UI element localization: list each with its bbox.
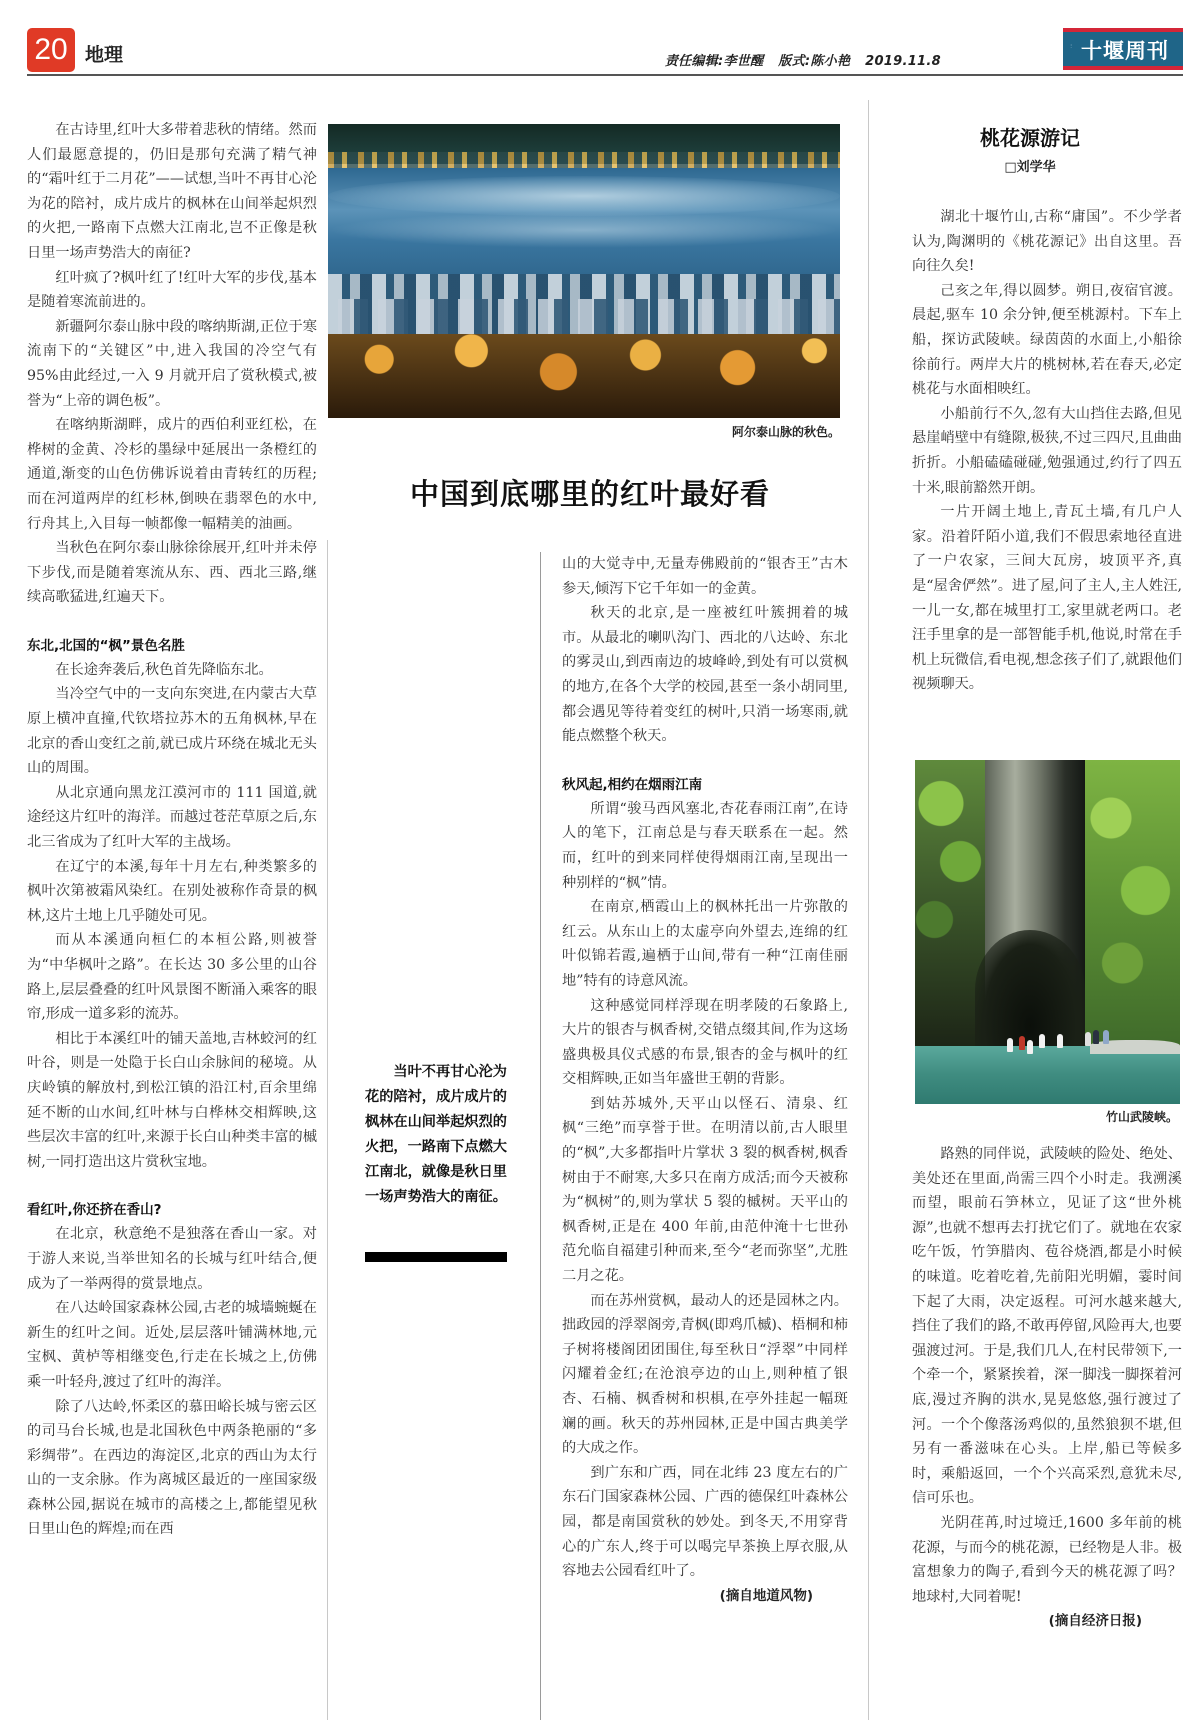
photo-caption-wuling: 竹山武陵峡。 xyxy=(1105,1110,1178,1124)
paragraph: 小船前行不久,忽有大山挡住去路,但见悬崖峭壁中有缝隙,极狭,不过三四尺,且曲曲折折。小船磕磕碰碰,勉强通过,约行了四五十米,眼前豁然开朗。 xyxy=(912,405,1182,496)
paragraph: 而在苏州赏枫，最动人的还是园林之内。拙政园的浮翠阁旁,青枫(即鸡爪槭)、梧桐和柿子树将楼阁团团围住,每至秋日“浮翠”中同样闪耀着金红;在沧浪亭边的山上,则种植了银杏、石楠、枫香树和枳椇,在亭外挂起一幅斑斓的画。秋天的苏州园林,正是中国古典美学的大成之作。 xyxy=(562,1292,848,1457)
paragraph: 而从本溪通向桓仁的本桓公路,则被誉为“中华枫叶之路”。在长达 30 多公里的山谷路上,层层叠叠的红叶风景图不断涌入乘客的眼帘,形成一道多彩的流苏。 xyxy=(27,932,317,1023)
masthead-title: 十堰周刊 xyxy=(1081,38,1169,63)
photo-caption-altai: 阿尔泰山脉的秋色。 xyxy=(731,425,840,439)
altai-autumn-photo xyxy=(328,124,840,418)
column-divider xyxy=(868,100,869,1720)
paragraph: 己亥之年,得以圆梦。朔日,夜宿官渡。晨起,驱车 10 余分钟,便至桃源村。下车上船，探访武陵峡。绿茵茵的水面上,小船徐徐前行。两岸大片的桃树林,若在春天,必定桃花与水面相映红。 xyxy=(912,282,1182,398)
subheading-northeast: 东北,北国的“枫”景色名胜 xyxy=(27,637,185,654)
article1-column2 xyxy=(562,552,848,1608)
article-source: (摘自地道风物) xyxy=(719,1587,813,1604)
paragraph: 路熟的同伴说，武陵峡的险处、绝处、美处还在里面,尚需三四个小时走。我溯溪而望，眼前石笋林立，见证了这“世外桃源”,也就不想再去打扰它们了。就地在农家吃午饭，竹笋腊肉、苞谷烧酒,都是小时候的味道。吃着吃着,先前阳光明媚，霎时间下起了大雨，决定返程。可河水越来越大,挡住了我们的路,不敢再停留,风险再大,也要强渡过河。于是,我们几人,在村民带领下,一个牵一个，紧紧挨着，深一脚浅一脚探着河底,漫过齐胸的洪水,晃晃悠悠,强行渡过了河。一个个像落汤鸡似的,虽然狼狈不堪,但另有一番滋味在心头。上岸,船已等候多时，乘船返回，一个个兴高采烈,意犹未尽,信可乐也。 xyxy=(912,1146,1182,1507)
wuling-gorge-photo xyxy=(915,760,1180,1104)
paragraph: 在八达岭国家森林公园,古老的城墙蜿蜒在新生的红叶之间。近处,层层落叶铺满林地,元宝枫、黄栌等相继变色,行走在长城之上,仿佛乘一叶轻舟,渡过了红叶的海洋。 xyxy=(27,1300,317,1390)
header-rule xyxy=(27,74,1183,76)
paragraph: 除了八达岭,怀柔区的慕田峪长城与密云区的司马台长城,也是北国秋色中两条艳丽的“多彩绸带”。在西边的海淀区,北京的西山为太行山的一支余脉。作为离城区最近的一座国家级森林公园,据说在城市的高楼之上,都能望见秋日里山色的辉煌;而在西 xyxy=(27,1398,317,1538)
article-headline: 中国到底哪里的红叶最好看 xyxy=(409,477,770,511)
paragraph: 山的大觉寺中,无量寿佛殿前的“银杏王”古木参天,倾泻下它千年如一的金黄。 xyxy=(562,556,848,597)
paragraph: 当秋色在阿尔泰山脉徐徐展开,红叶并未停下步伐,而是随着寒流从东、西、西北三路,继续高歌猛进,红遍天下。 xyxy=(27,540,317,606)
paragraph: 在辽宁的本溪,每年十月左右,种类繁多的枫叶次第被霜风染红。在别处被称作奇景的枫林,这片土地上几乎随处可见。 xyxy=(27,858,317,924)
paragraph: 在喀纳斯湖畔，成片的西伯利亚红松，在桦树的金黄、冷杉的墨绿中延展出一条橙红的通道,渐变的山色仿佛诉说着由青转红的历程;而在河道两岸的红杉林,倒映在翡翠色的水中,行舟其上,入目每一帧都像一幅精美的油画。 xyxy=(27,417,317,532)
column-divider xyxy=(327,540,328,1720)
paragraph: 到姑苏城外,天平山以怪石、清泉、红枫“三绝”而享誉于世。在明清以前,古人眼里的“枫”,大多都指叶片掌状 3 裂的枫香树,枫香树由于不耐寒,大多只在南方成活;而今天被称为“枫树”的,则为掌状 5 裂的槭树。天平山的枫香树,正是在 400 年前,由范仲淹十七世孙范允临自福建引种而来,至今“老而弥坚”,尤胜二月之花。 xyxy=(562,1095,848,1285)
layout-designer: 版式:陈小艳 xyxy=(778,54,851,69)
column-divider xyxy=(540,552,541,1720)
pull-quote: 当叶不再甘心沦为花的陪衬，成片成片的枫林在山间举起炽烈的火把，一路南下点燃大江南北，就像是秋日里一场声势浩大的南征。 xyxy=(365,1064,507,1205)
paragraph: 这种感觉同样浮现在明孝陵的石象路上,大片的银杏与枫香树,交错点缀其间,作为这场盛典极具仪式感的布景,银杏的金与枫叶的红交相辉映,正如当年盛世王朝的背影。 xyxy=(562,997,848,1088)
article-source: (摘自经济日报) xyxy=(1048,1613,1142,1630)
pull-quote-bar xyxy=(365,1252,507,1262)
article2-title: 桃花源游记 xyxy=(980,126,1080,150)
paragraph: 新疆阿尔泰山脉中段的喀纳斯湖,正位于寒流南下的“关键区”中,进入我国的冷空气有 95%由此经过,一入 9 月就开启了赏秋模式,被誉为“上帝的调色板”。 xyxy=(27,318,317,409)
masthead-logo xyxy=(1063,28,1183,70)
paragraph: 在长途奔袭后,秋色首先降临东北。 xyxy=(55,661,273,678)
subheading-xiangshan: 看红叶,你还挤在香山? xyxy=(27,1202,162,1219)
paragraph: 相比于本溪红叶的铺天盖地,吉林蛟河的红叶谷，则是一处隐于长白山余脉间的秘境。从庆岭镇的解放村,到松江镇的沿江村,百余里绵延不断的山水间,红叶林与白桦林交相辉映,这些层次丰富的红叶,来源于长白山种类丰富的槭树,一同打造出这片赏秋宝地。 xyxy=(27,1030,317,1170)
page-header xyxy=(27,28,1183,76)
editor-credits xyxy=(655,50,941,69)
paragraph: 从北京通向黑龙江漠河市的 111 国道,就途经这片红叶的海洋。而越过苍茫草原之后,东北三省成为了红叶大军的主战场。 xyxy=(27,784,317,851)
editor-name: 责任编辑:李世醒 xyxy=(664,54,764,69)
paragraph: 在北京，秋意绝不是独落在香山一家。对于游人来说,当举世知名的长城与红叶结合,便成为了一举两得的赏景地点。 xyxy=(27,1226,317,1292)
article2-author: □刘学华 xyxy=(1004,160,1056,175)
subheading-jiangnan: 秋风起,相约在烟雨江南 xyxy=(562,776,703,793)
paragraph: 到广东和广西，同在北纬 23 度左右的广东石门国家森林公园、广西的德保红叶森林公园，都是南国赏秋的妙处。到冬天,不用穿背心的广东人,终于可以喝完早茶换上厚衣服,从容地去公园看红叶了。 xyxy=(562,1464,848,1580)
paragraph: 在南京,栖霞山上的枫林托出一片弥散的红云。从东山上的太虚亭向外望去,连绵的红叶似锦若霞,遍栖于山间,带有一种“江南佳丽地”特有的诗意风流。 xyxy=(562,899,848,989)
article1-column1 xyxy=(27,118,317,1542)
article2-text-top xyxy=(912,205,1182,697)
paragraph: 所谓“骏马西风塞北,杏花春雨江南”,在诗人的笔下，江南总是与春天联系在一起。然而，红叶的到来同样使得烟雨江南,呈现出一种别样的“枫”情。 xyxy=(562,800,848,891)
section-name: 地理 xyxy=(85,44,124,66)
issue-date: 2019.11.8 xyxy=(865,54,941,69)
paragraph: 秋天的北京,是一座被红叶簇拥着的城市。从最北的喇叭沟门、西北的八达岭、东北的雾灵山,到西南边的坡峰岭,到处有可以赏枫的地方,在各个大学的校园,甚至一条小胡同里,都会遇见等待着变红的树叶,只消一场寒雨,就能点燃整个秋天。 xyxy=(562,605,848,745)
paragraph: 在古诗里,红叶大多带着悲秋的情绪。然而人们最愿意提的，仍旧是那句充满了精气神的“霜叶红于二月花”——试想,当叶不再甘心沦为花的陪衬，成片成片的枫林在山间举起炽烈的火把,一路南下点燃大江南北,岂不正像是秋日里一场声势浩大的南征? xyxy=(27,122,317,261)
article2-text-bottom xyxy=(912,1142,1182,1634)
page-number-badge: 20 xyxy=(27,28,75,72)
paragraph: 光阴荏苒,时过境迁,1600 多年前的桃花源，与而今的桃花源，已经物是人非。极富想象力的陶子,看到今天的桃花源了吗？地球村,大同着呢! xyxy=(912,1514,1182,1605)
paragraph: 红叶疯了?枫叶红了!红叶大军的步伐,基本是随着寒流前进的。 xyxy=(27,269,317,311)
paragraph: 当冷空气中的一支向东突进,在内蒙古大草原上横冲直撞,代钦塔拉苏木的五角枫林,早在北京的香山变红之前,就已成片环绕在城北无头山的周围。 xyxy=(27,686,317,777)
paragraph: 一片开阔土地上,青瓦土墙,有几户人家。沿着阡陌小道,我们不假思索地径直进了一户农家，三间大瓦房，坡顶平齐,真是“屋舍俨然”。进了屋,问了主人,主人姓汪,一儿一女,都在城里打工,家里就老两口。老汪手里拿的是一部智能手机,他说,时常在手机上玩微信,看电视,想念孩子们了,就跟他们视频聊天。 xyxy=(912,504,1182,693)
paragraph: 湖北十堰竹山,古称“庸国”。不少学者认为,陶渊明的《桃花源记》出自这里。吾向往久矣! xyxy=(912,209,1182,275)
masthead-ornament: ⋮ xyxy=(1069,43,1073,48)
